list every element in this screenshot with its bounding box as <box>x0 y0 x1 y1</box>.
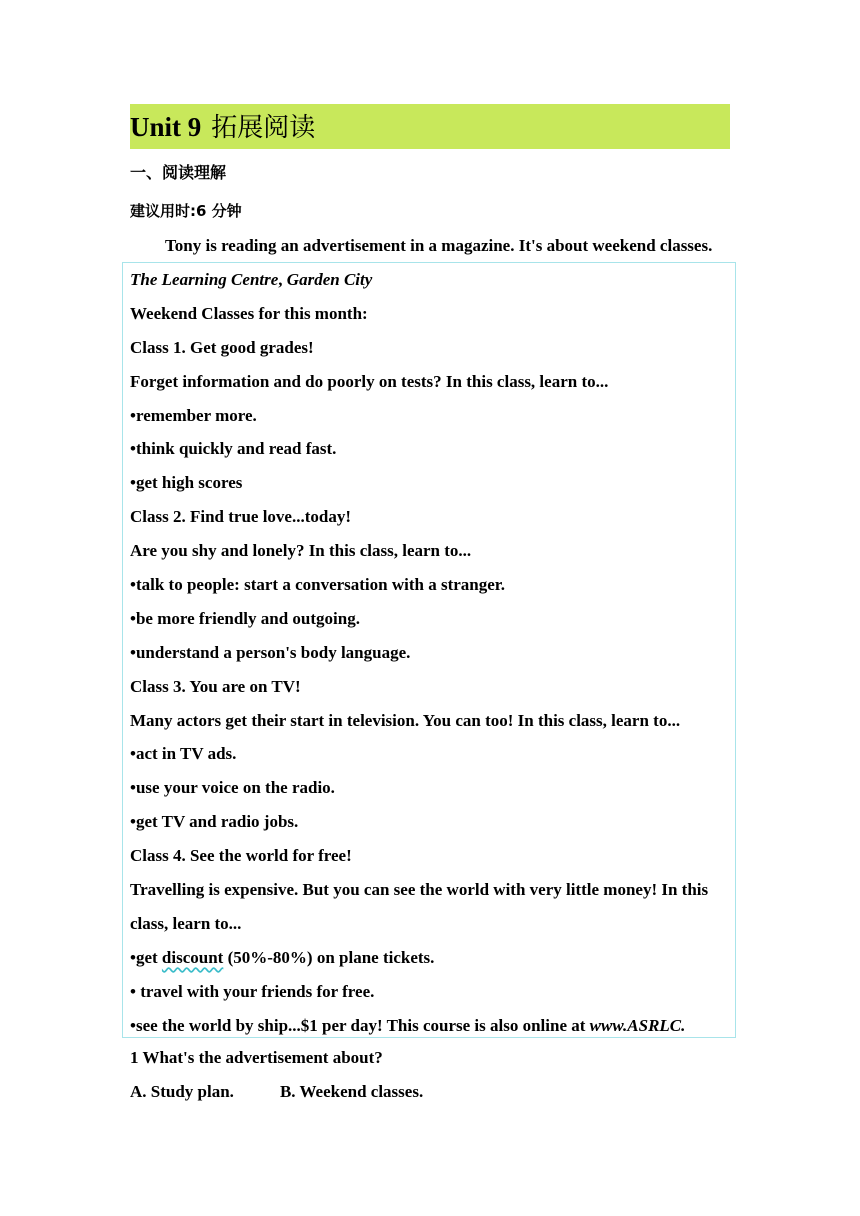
class1-bullet: •get high scores <box>130 473 243 493</box>
page-title <box>130 110 315 145</box>
class3-bullet: •get TV and radio jobs. <box>130 812 299 832</box>
question-1-options <box>130 1075 423 1109</box>
class1-title: Class 1. Get good grades! <box>130 337 314 357</box>
advertisement-content <box>130 263 730 1042</box>
bullet-text: •get <box>130 947 162 967</box>
intro-text: Tony is reading an advertisement in a magazine. It's about weekend classes. <box>165 236 713 255</box>
class1-bullet: •think quickly and read fast. <box>130 439 337 459</box>
discount-word: discount <box>161 947 224 967</box>
course-url: www.ASRLC. <box>589 1015 686 1035</box>
class2-bullet: •be more friendly and outgoing. <box>130 608 360 628</box>
ad-header <box>130 263 730 297</box>
bullet-text: •see the world by ship...$1 per day! This course is also online at <box>130 1015 590 1035</box>
ad-subtitle: Weekend Classes for this month: <box>130 303 368 323</box>
title-cjk: 拓展阅读 <box>211 113 316 143</box>
section-heading: 一、阅读理解 <box>130 163 227 182</box>
class4-bullet <box>130 941 730 975</box>
class3-bullet: •use your voice on the radio. <box>130 778 335 798</box>
ad-header-sep: , <box>278 270 287 289</box>
option-b: B. Weekend classes. <box>279 1082 424 1101</box>
time-suggestion: 建议用时:6 分钟 <box>130 202 242 220</box>
class1-bullet: •remember more. <box>130 405 257 425</box>
ad-header-city: Garden City <box>286 270 373 289</box>
bullet-text: (50%-80%) on plane tickets. <box>223 947 435 967</box>
option-a: A. Study plan. <box>130 1082 234 1101</box>
class4-intro-line1: Travelling is expensive. But you can see the world with very little money! In this <box>130 880 709 900</box>
class3-intro: Many actors get their start in television. You can too! In this class, learn to... <box>130 710 681 730</box>
ad-header-centre: The Learning Centre <box>130 270 279 289</box>
title-banner <box>130 104 730 149</box>
title-unit: Unit 9 <box>130 112 202 142</box>
question-1: 1 What's the advertisement about? <box>130 1048 383 1067</box>
class2-bullet: •understand a person's body language. <box>130 642 411 662</box>
class4-bullet <box>130 1009 730 1043</box>
class2-bullet: •talk to people: start a conversation with a stranger. <box>130 575 506 595</box>
class2-intro: Are you shy and lonely? In this class, learn to... <box>130 541 472 561</box>
class2-title: Class 2. Find true love...today! <box>130 507 351 527</box>
class1-intro: Forget information and do poorly on tests? In this class, learn to... <box>130 371 609 391</box>
class4-intro-line2: class, learn to... <box>130 913 242 933</box>
class4-title: Class 4. See the world for free! <box>130 846 352 866</box>
class4-bullet: • travel with your friends for free. <box>130 981 375 1001</box>
class3-bullet: •act in TV ads. <box>130 744 237 764</box>
class3-title: Class 3. You are on TV! <box>130 676 301 696</box>
